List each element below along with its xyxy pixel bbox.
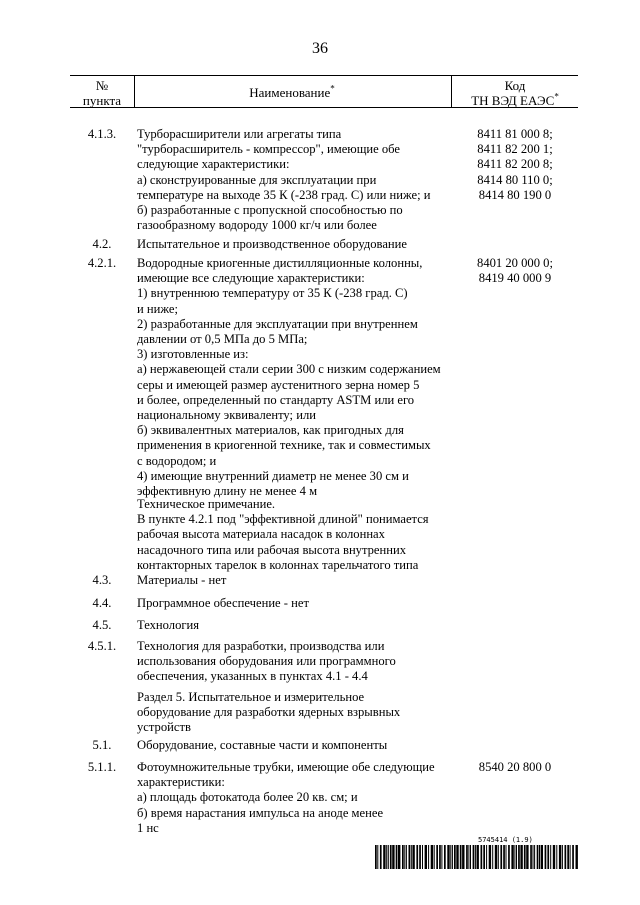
barcode-bar: [462, 845, 464, 869]
item-description: [137, 256, 449, 499]
header-code-line2: [452, 93, 578, 108]
barcode-bar: [526, 845, 528, 869]
barcode-bar: [444, 845, 446, 869]
barcode-bar: [456, 845, 458, 869]
barcode: [375, 845, 580, 869]
description-line: Турборасширители или агрегаты типа: [137, 127, 342, 141]
barcode-bar: [533, 845, 534, 869]
item-description: [137, 760, 449, 836]
item-description: [137, 497, 449, 573]
description-line: Оборудование, составные части и компоненты: [137, 738, 388, 752]
item-description: [137, 690, 449, 736]
description-line: б) время нарастания импульса на аноде менее: [137, 805, 384, 820]
barcode-bar: [516, 845, 517, 869]
description-line: 1) внутреннюю температуру от 35 К (-238 град. С): [137, 286, 408, 301]
description-line: а) площадь фотокатода более 20 кв. см; и: [137, 790, 358, 805]
barcode-bar: [468, 845, 469, 869]
description-line: обеспечения, указанных в пунктах 4.1 - 4.4: [137, 669, 368, 684]
description-line: рабочая высота материала насадок в колоннах: [137, 527, 385, 542]
item-number: 4.5.1.: [87, 639, 117, 653]
barcode-bar: [486, 845, 487, 869]
description-line: и более, определенный по стандарту ASTM или его: [137, 392, 415, 407]
barcode-bar: [428, 845, 429, 869]
header-item-number: [70, 78, 134, 108]
barcode-bar: [419, 845, 421, 869]
item-number: 4.2.: [92, 237, 112, 251]
barcode-bar: [466, 845, 468, 869]
description-line: 1 нс: [137, 820, 159, 835]
barcode-bar: [545, 845, 547, 869]
barcode-bar: [520, 845, 522, 869]
item-description: [137, 618, 449, 633]
description-line: Программное обеспечение - нет: [137, 596, 309, 610]
barcode-bar: [500, 845, 502, 869]
barcode-bar: [383, 845, 385, 869]
barcode-bar: [530, 845, 532, 869]
description-line: Технология для разработки, производства или: [137, 639, 385, 653]
description-line: насадочного типа или рабочая высота внутренних: [137, 542, 407, 557]
description-line: серы и имеющей размер аустенитного зерна номер 5: [137, 377, 420, 392]
item-description: [137, 639, 449, 685]
item-description: [137, 738, 449, 753]
description-line: оборудование для разработки ядерных взрывных: [137, 705, 401, 720]
customs-code-line: 8540 20 800 0: [478, 760, 552, 774]
barcode-bar: [565, 845, 567, 869]
item-number: 5.1.1.: [87, 760, 117, 774]
description-line: Водородные криогенные дистилляционные колонны,: [137, 256, 423, 270]
barcode-bar: [518, 845, 520, 869]
barcode-bar: [416, 845, 418, 869]
header-item-number-line2: пункта: [82, 93, 122, 108]
barcode-bar: [441, 845, 442, 869]
description-line: Раздел 5. Испытательное и измерительное: [137, 690, 365, 704]
item-number: 4.4.: [92, 596, 112, 610]
description-line: характеристики:: [137, 775, 225, 790]
barcode-bar: [452, 845, 453, 869]
barcode-bar: [473, 845, 475, 869]
barcode-bar: [475, 845, 476, 869]
barcode-bar: [508, 845, 510, 869]
description-line: Испытательное и производственное оборудование: [137, 237, 407, 251]
header-name-footnote-mark: *: [330, 83, 335, 94]
description-line: использования оборудования или программного: [137, 654, 396, 669]
barcode-bar: [547, 845, 549, 869]
barcode-bar: [534, 845, 535, 869]
item-number: 4.2.1.: [87, 256, 117, 270]
barcode-bar: [392, 845, 394, 869]
barcode-bar: [404, 845, 405, 869]
barcode-bar: [431, 845, 433, 869]
barcode-bar: [541, 845, 543, 869]
barcode-bar: [388, 845, 389, 869]
barcode-bar: [436, 845, 438, 869]
description-line: В пункте 4.2.1 под "эффективной длиной" понимается: [137, 512, 429, 527]
item-customs-code: [452, 760, 578, 775]
barcode-bar: [402, 845, 404, 869]
description-line: газообразному водороду 1000 кг/ч или более: [137, 218, 377, 233]
barcode-bar: [503, 845, 505, 869]
item-number: 5.1.: [92, 738, 112, 752]
barcode-bar: [460, 845, 462, 869]
barcode-bar: [477, 845, 479, 869]
description-line: 2) разработанные для эксплуатации при внутреннем: [137, 316, 418, 331]
barcode-bar: [514, 845, 515, 869]
description-line: давлении от 0,5 МПа до 5 МПа;: [137, 332, 308, 347]
barcode-bar: [412, 845, 414, 869]
barcode-bar: [470, 845, 471, 869]
barcode-bar: [570, 845, 571, 869]
barcode-bar: [553, 845, 555, 869]
description-line: Техническое примечание.: [137, 497, 276, 511]
header-code: [452, 78, 578, 108]
item-number: 4.5.: [92, 618, 112, 632]
customs-code-line: 8414 80 110 0;: [477, 172, 553, 187]
description-line: национальному эквиваленту; или: [137, 408, 316, 423]
barcode-bar: [567, 845, 569, 869]
item-description: [137, 573, 449, 588]
customs-code-line: 8411 81 000 8;: [477, 127, 553, 141]
barcode-bar: [550, 845, 551, 869]
item-customs-code: [452, 127, 578, 203]
barcode-bar: [390, 845, 392, 869]
page-number: 36: [312, 40, 328, 57]
item-description: [137, 237, 449, 252]
description-line: 3) изготовленные из:: [137, 347, 249, 362]
barcode-bar: [506, 845, 507, 869]
document-id: 5745414 (1.9): [478, 836, 533, 844]
barcode-bar: [511, 845, 513, 869]
description-line: а) нержавеющей стали серии 300 с низким содержанием: [137, 362, 441, 377]
barcode-bar: [439, 845, 441, 869]
customs-code-line: 8401 20 000 0;: [477, 256, 553, 270]
barcode-bar: [450, 845, 451, 869]
description-line: а) сконструированные для эксплуатации при: [137, 172, 377, 187]
item-number: 4.3.: [92, 573, 112, 587]
barcode-bar: [492, 845, 493, 869]
barcode-bar: [386, 845, 387, 869]
barcode-bar: [434, 845, 435, 869]
description-line: Технология: [137, 618, 200, 632]
description-line: б) разработанные с пропускной способностью по: [137, 203, 403, 218]
barcode-bar: [576, 845, 578, 869]
header-item-number-line1: №: [95, 78, 109, 93]
barcode-bar: [562, 845, 563, 869]
barcode-bar: [495, 845, 497, 869]
item-number: 4.1.3.: [87, 127, 117, 141]
barcode-bar: [375, 845, 377, 869]
description-line: устройств: [137, 720, 191, 735]
barcode-bar: [481, 845, 483, 869]
barcode-bar: [409, 845, 411, 869]
description-line: следующие характеристики:: [137, 157, 290, 172]
customs-code-line: 8414 80 190 0: [478, 187, 552, 202]
description-line: применения в криогенной технике, так и совместимых: [137, 438, 431, 453]
barcode-bar: [539, 845, 540, 869]
barcode-bar: [406, 845, 407, 869]
barcode-bar: [483, 845, 485, 869]
description-line: контакторных тарелок в колоннах тарельчатого типа: [137, 557, 419, 572]
barcode-bar: [447, 845, 449, 869]
barcode-bar: [572, 845, 574, 869]
barcode-bar: [377, 845, 378, 869]
barcode-bar: [559, 845, 561, 869]
barcode-bar: [396, 845, 398, 869]
header-name-label: Наименование: [249, 85, 331, 100]
header-code-line1: Код: [504, 78, 526, 93]
description-line: Фотоумножительные трубки, имеющие обе следующие: [137, 760, 435, 774]
description-line: "турборасширитель - компрессор", имеющие обе: [137, 142, 401, 157]
barcode-bar: [425, 845, 427, 869]
description-line: Материалы - нет: [137, 573, 227, 587]
description-line: имеющие все следующие характеристики:: [137, 271, 365, 286]
barcode-bar: [398, 845, 400, 869]
header-code-footnote-mark: *: [554, 91, 559, 102]
header-code-label: ТН ВЭД ЕАЭС: [471, 93, 555, 108]
barcode-bar: [411, 845, 412, 869]
customs-code-line: 8411 82 200 8;: [477, 157, 553, 172]
description-line: б) эквивалентных материалов, как пригодных для: [137, 423, 404, 438]
item-description: [137, 127, 449, 233]
barcode-bar: [537, 845, 539, 869]
header-name: [134, 85, 450, 101]
table-header-top-rule: [70, 75, 578, 76]
item-customs-code: [452, 256, 578, 286]
barcode-bar: [454, 845, 456, 869]
description-line: 4) имеющие внутренний диаметр не менее 30 см и: [137, 468, 409, 483]
barcode-bar: [489, 845, 491, 869]
description-line: эффективную длину не менее 4 м: [137, 484, 318, 499]
description-line: с водородом; и: [137, 453, 217, 468]
description-line: температуре на выходе 35 К (-238 град. С) или ниже; и: [137, 187, 431, 202]
barcode-bar: [380, 845, 382, 869]
barcode-bar: [556, 845, 557, 869]
barcode-bar: [422, 845, 423, 869]
item-description: [137, 596, 449, 611]
description-line: и ниже;: [137, 301, 178, 316]
customs-code-line: 8419 40 000 9: [478, 271, 552, 286]
barcode-bar: [498, 845, 499, 869]
customs-code-line: 8411 82 200 1;: [477, 142, 553, 157]
barcode-bar: [524, 845, 526, 869]
